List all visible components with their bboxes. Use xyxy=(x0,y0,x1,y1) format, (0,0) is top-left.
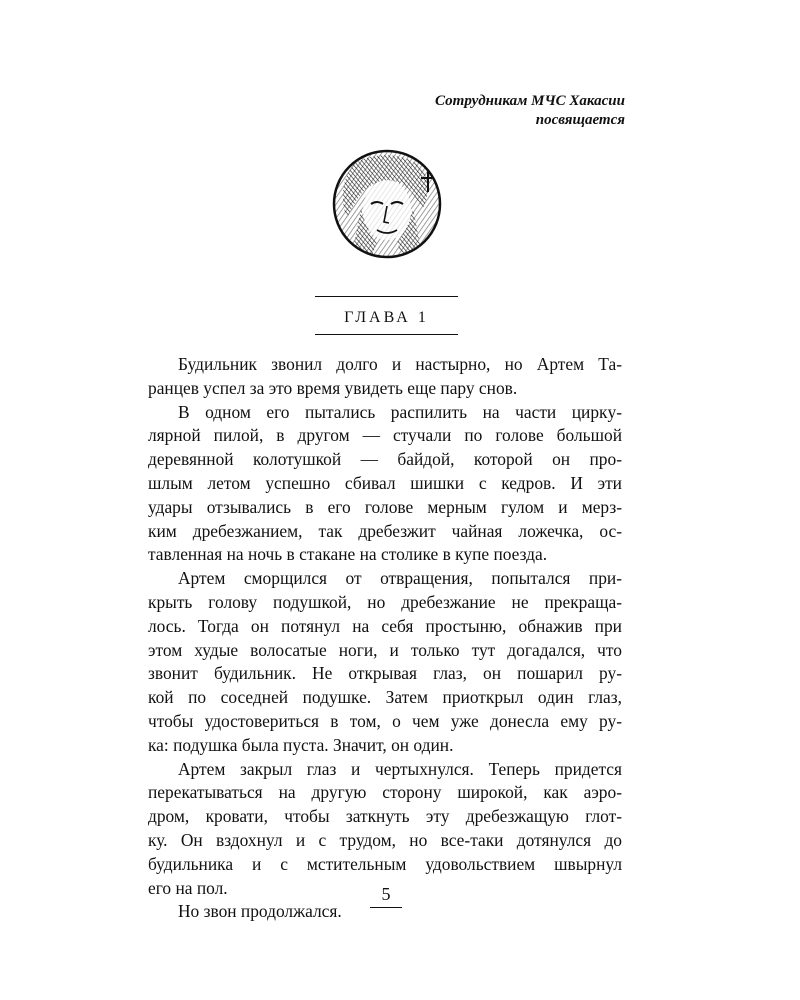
text-line: его на пол. xyxy=(148,877,228,898)
dedication-line-2: посвящается xyxy=(535,112,625,128)
dedication-line-1: Сотрудникам МЧС Хакасии xyxy=(435,93,625,109)
chapter-body xyxy=(148,353,622,924)
page-number-rule xyxy=(370,907,402,908)
text-line: этом худые волосатые ноги, и только тут догадался, что xyxy=(148,639,622,660)
chapter-rule-bottom xyxy=(315,334,458,335)
text-line: дром, кровати, чтобы заткнуть эту дребезжащую глот- xyxy=(148,806,622,827)
text-line: деревянной колотушкой — байдой, которой он про- xyxy=(148,449,622,470)
text-line: Артем закрыл глаз и чертыхнулся. Теперь придется xyxy=(178,758,622,779)
text-line: ка: подушка была пуста. Значит, он один. xyxy=(148,734,454,755)
text-line: лось. Тогда он потянул на себя простыню, обнажив при xyxy=(148,615,622,636)
text-line: тавленная на ночь в стакане на столике в купе поезда. xyxy=(148,544,548,565)
text-line: ким дребезжанием, так дребезжит чайная ложечка, ос- xyxy=(148,520,622,541)
text-line: ранцев успел за это время увидеть еще пару снов. xyxy=(148,377,518,398)
chapter-rule-top xyxy=(315,296,458,297)
text-line: крыть голову подушкой, но дребезжание не прекраща- xyxy=(148,591,622,612)
text-line: лярной пилой, в другом — стучали по голове большой xyxy=(148,425,622,446)
page-number: 5 xyxy=(381,884,391,904)
text-line: кой по соседней подушке. Затем приоткрыл один глаз, xyxy=(148,687,622,708)
text-line: будильника и с мстительным удовольствием швырнул xyxy=(148,853,622,874)
text-line: чтобы удостовериться в том, о чем уже донесла ему ру- xyxy=(148,710,622,731)
text-line: Но звон продолжался. xyxy=(178,901,342,922)
text-line: шлым летом успешно сбивал шишки с кедров. И эти xyxy=(148,472,622,493)
portrait-medallion-icon xyxy=(331,148,443,260)
dedication xyxy=(435,92,625,130)
text-line: В одном его пытались распилить на части циркy- xyxy=(178,401,622,422)
text-line: перекатываться на другую сторону широкой, как аэро- xyxy=(148,782,622,803)
text-line: Артем сморщился от отвращения, попытался при- xyxy=(178,568,622,589)
text-line: ку. Он вздохнул и с трудом, но все-таки дотянулся до xyxy=(148,829,622,850)
text-line: звонит будильник. Не открывая глаз, он пошарил ру- xyxy=(148,663,622,684)
chapter-title: ГЛАВА 1 xyxy=(344,309,429,326)
text-line: удары отзывались в его голове мерным гулом и мерз- xyxy=(148,496,622,517)
text-line: Будильник звонил долго и настырно, но Артем Та- xyxy=(178,354,622,374)
